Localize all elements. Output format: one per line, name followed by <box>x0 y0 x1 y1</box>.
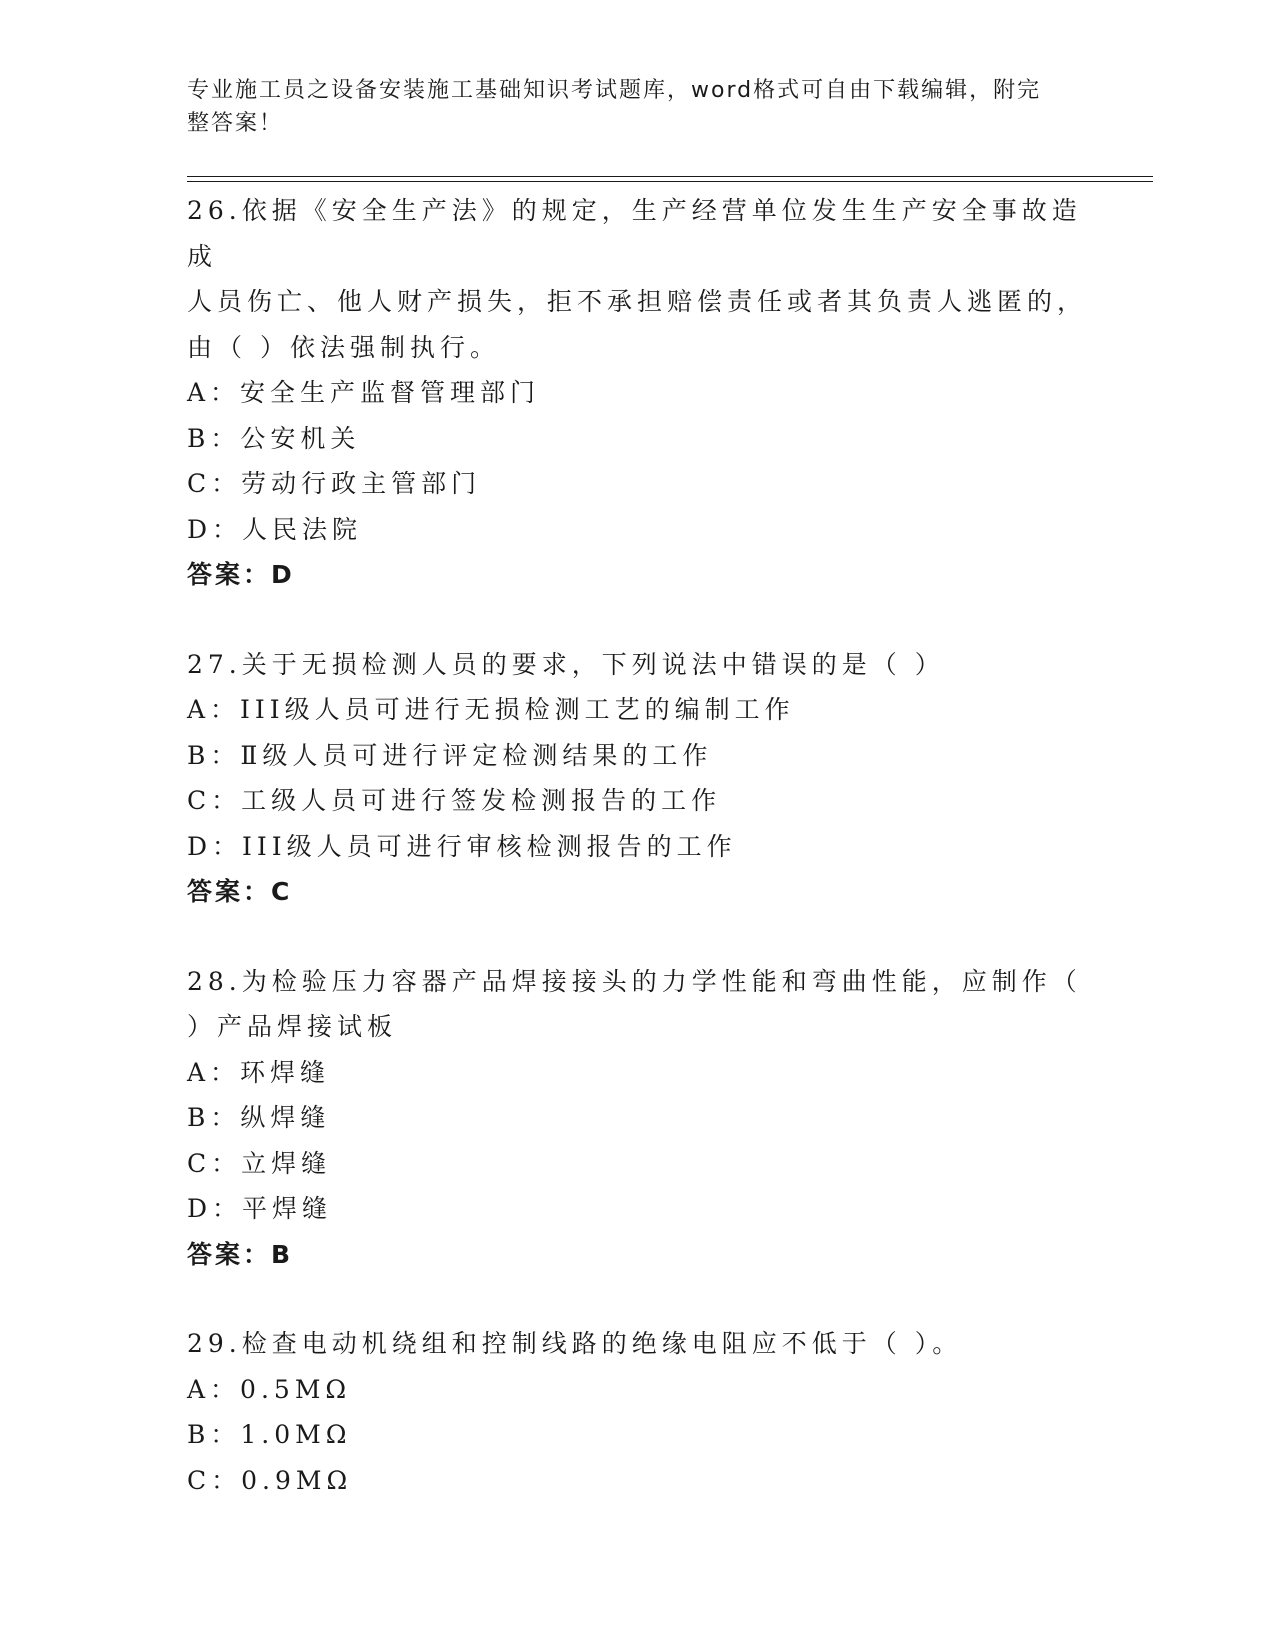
question-stem-line: 29.检查电动机绕组和控制线路的绝缘电阻应不低于（ ）。 <box>187 1329 963 1358</box>
option-c: C：立焊缝 <box>187 1148 332 1178</box>
question-spacer <box>187 598 1087 642</box>
option-c: C：劳动行政主管部门 <box>187 469 482 498</box>
question-stem-line: 人员伤亡、他人财产损失，拒不承担赔偿责任或者其负责人逃匿的， <box>187 287 1088 316</box>
option-b: B：纵焊缝 <box>187 1103 331 1132</box>
option-d: D：III级人员可进行审核检测报告的工作 <box>187 831 737 861</box>
question-28 <box>187 959 1087 1278</box>
option-a: A：III级人员可进行无损检测工艺的编制工作 <box>187 695 795 724</box>
question-spacer <box>187 915 1087 959</box>
option-b: B：1.0MΩ <box>187 1420 352 1449</box>
option-c: C：0.9MΩ <box>187 1465 353 1495</box>
header-line-1: 专业施工员之设备安装施工基础知识考试题库，word格式可自由下载编辑，附完 <box>187 78 1042 103</box>
question-stem-line: 26.依据《安全生产法》的规定，生产经营单位发生生产安全事故造成 <box>187 196 1082 271</box>
option-d: D：平焊缝 <box>187 1194 333 1223</box>
option-a: A：0.5MΩ <box>187 1374 352 1404</box>
option-d: D：人民法院 <box>187 514 363 544</box>
option-a: A：安全生产监督管理部门 <box>187 378 541 407</box>
question-29 <box>187 1321 1087 1503</box>
header-rule-top <box>187 176 1153 177</box>
question-stem-line: ）产品焊接试板 <box>187 1012 398 1041</box>
question-stem-line: 27.关于无损检测人员的要求，下列说法中错误的是（ ） <box>187 649 945 679</box>
question-spacer <box>187 1277 1087 1321</box>
answer: 答案：B <box>187 1239 294 1269</box>
question-27 <box>187 642 1087 915</box>
answer: 答案：D <box>187 560 295 589</box>
header-line-2: 整答案！ <box>187 111 284 136</box>
answer: 答案：C <box>187 877 293 906</box>
question-stem-line: 由（ ）依法强制执行。 <box>187 332 500 362</box>
option-a: A：环焊缝 <box>187 1057 331 1087</box>
document-header <box>187 74 1067 140</box>
option-c: C：工级人员可进行签发检测报告的工作 <box>187 786 722 815</box>
option-b: B：公安机关 <box>187 423 361 453</box>
question-stem-line: 28.为检验压力容器产品焊接接头的力学性能和弯曲性能，应制作（ <box>187 966 1082 996</box>
option-b: B：Ⅱ级人员可进行评定检测结果的工作 <box>187 740 713 770</box>
header-rule-bottom <box>187 181 1153 182</box>
question-list <box>187 188 1087 1503</box>
question-26 <box>187 188 1087 598</box>
